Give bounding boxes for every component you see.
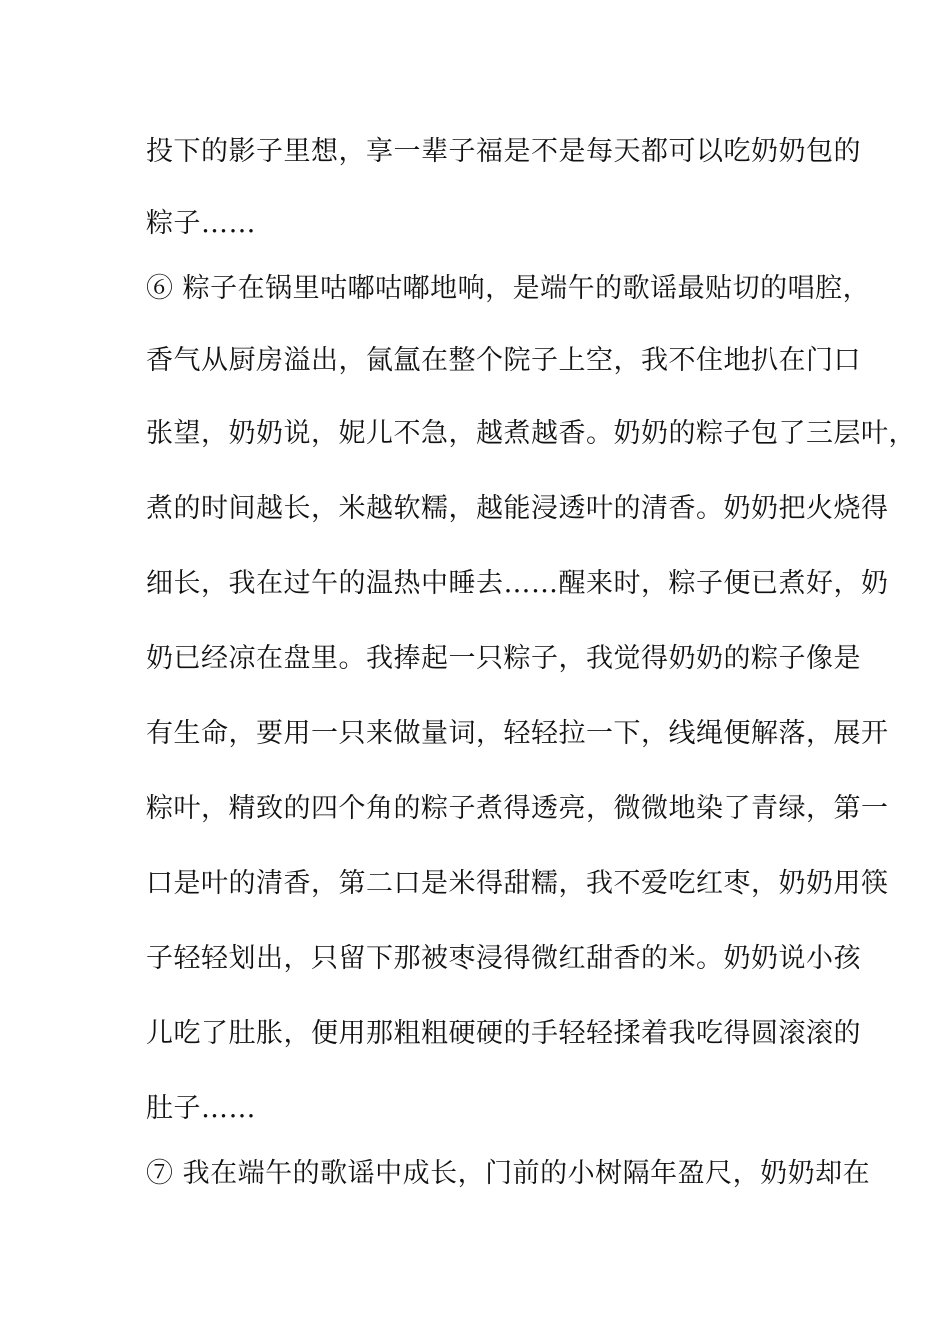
text-line: 张望，奶奶说，妮儿不急，越煮越香。奶奶的粽子包了三层叶， [146,418,916,449]
text-line: 细长，我在过午的温热中睡去……醒来时，粽子便已煮好，奶 [146,568,889,599]
text-line: 煮的时间越长，米越软糯，越能浸透叶的清香。奶奶把火烧得 [146,493,889,524]
paragraph-7-start: ⑦ 我在端午的歌谣中成长，门前的小树隔年盈尺，奶奶却在 [146,1158,871,1189]
text-line: 奶已经凉在盘里。我捧起一只粽子，我觉得奶奶的粽子像是 [146,643,861,674]
text-line: 投下的影子里想，享一辈子福是不是每天都可以吃奶奶包的 [146,136,861,167]
text-line: 香气从厨房溢出，氤氲在整个院子上空，我不住地扒在门口 [146,345,861,376]
text-line: 口是叶的清香，第二口是米得甜糯，我不爱吃红枣，奶奶用筷 [146,868,889,899]
paragraph-6-start: ⑥ 粽子在锅里咕嘟咕嘟地响，是端午的歌谣最贴切的唱腔， [146,273,871,304]
text-line: 肚子…… [146,1093,256,1124]
text-line: 子轻轻划出，只留下那被枣浸得微红甜香的米。奶奶说小孩 [146,943,861,974]
text-line: 儿吃了肚胀，便用那粗粗硬硬的手轻轻揉着我吃得圆滚滚的 [146,1018,861,1049]
text-line: 粽子…… [146,208,256,239]
text-line: 有生命，要用一只来做量词，轻轻拉一下，线绳便解落，展开 [146,718,889,749]
text-line: 粽叶，精致的四个角的粽子煮得透亮，微微地染了青绿，第一 [146,793,889,824]
